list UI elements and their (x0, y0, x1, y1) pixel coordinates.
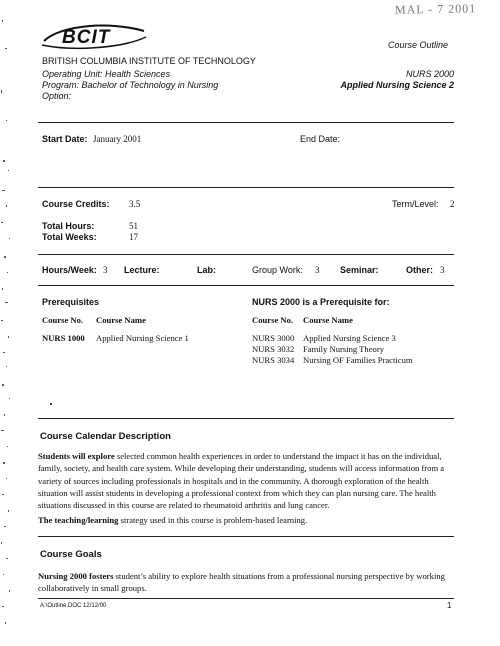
total-hours-label: Total Hours: (42, 221, 95, 231)
group-work-value: 3 (315, 265, 320, 275)
course-no: NURS 3000 (252, 333, 295, 343)
end-date-label: End Date: (300, 134, 341, 144)
goals-title: Course Goals (40, 549, 102, 560)
seminar-label: Seminar: (340, 265, 379, 275)
prereq-col-no: Course No. (42, 315, 84, 325)
divider (38, 122, 454, 123)
prereq-col-name: Course Name (96, 315, 146, 325)
credits-label: Course Credits: (42, 199, 110, 209)
divider (38, 418, 454, 419)
option: Option: (42, 91, 72, 101)
table-row (252, 344, 462, 354)
course-no: NURS 1000 (42, 333, 85, 343)
calendar-title: Course Calendar Description (40, 431, 171, 442)
total-hours-value: 51 (129, 221, 138, 231)
prereq-for-col-name: Course Name (303, 315, 353, 325)
prereq-title: Prerequisites (42, 297, 100, 307)
course-code: NURS 2000 (405, 69, 454, 79)
prereq-for-col-no: Course No. (252, 315, 294, 325)
course-no: NURS 3034 (252, 355, 295, 365)
table-row (252, 333, 462, 343)
course-title: Applied Nursing Science 2 (340, 80, 454, 90)
total-weeks-label: Total Weeks: (42, 232, 97, 242)
teaching-strategy-paragraph: The teaching/learning strategy used in this course is problem-based learning. (38, 515, 308, 525)
hours-week-value: 3 (103, 265, 108, 275)
course-name: Nursing OF Families Practicum (303, 355, 413, 365)
lecture-label: Lecture: (124, 265, 160, 275)
start-date-label: Start Date: (42, 134, 88, 144)
calendar-paragraph: Students will explore selected common health experiences in order to understand the impact it has on the individual, family, society, and health care system. While developing their understanding, students will access information from a variety of sources including professionals in hospitals and in the community. A thorough exploration of the health situation will assist students in developing a professional context from which they can plan nursing care. The health situations discussed in this course are related to rheumatoid arthritis and lung cancer. (38, 451, 445, 511)
bcit-logo (40, 23, 150, 51)
course-name: Applied Nursing Science 3 (303, 333, 396, 343)
received-stamp: MAL - 7 2001 (394, 1, 477, 17)
operating-unit: Operating Unit: Health Sciences (42, 69, 171, 79)
divider (38, 536, 454, 537)
footer-divider (38, 598, 454, 599)
term-value: 2 (450, 199, 455, 209)
credits-value: 3.5 (129, 199, 141, 209)
start-date-value: January 2001 (93, 134, 142, 144)
scan-edge-noise (0, 0, 14, 646)
program: Program: Bachelor of Technology in Nursing (42, 80, 219, 90)
other-value: 3 (440, 265, 445, 275)
institute-name: BRITISH COLUMBIA INSTITUTE OF TECHNOLOGY (42, 56, 256, 66)
divider (38, 254, 454, 255)
divider (38, 187, 454, 188)
footer-file: A:\Outline.DOC 12/12/00 (40, 603, 107, 609)
term-label: Term/Level: (392, 199, 439, 209)
course-name: Family Nursing Theory (303, 344, 384, 354)
table-row (252, 355, 462, 365)
doc-type: Course Outline (388, 40, 449, 50)
total-weeks-value: 17 (129, 232, 138, 242)
prereq-for-title: NURS 2000 is a Prerequisite for: (252, 297, 390, 307)
hours-week-label: Hours/Week: (42, 265, 97, 275)
divider (38, 285, 454, 286)
table-row (42, 333, 242, 343)
stray-dot (50, 403, 52, 405)
lab-label: Lab: (197, 265, 216, 275)
goals-paragraph: Nursing 2000 fosters student’s ability to explore health situations from a professional nursing perspective by working collaboratively in small groups. (38, 571, 445, 594)
group-work-label: Group Work: (252, 265, 303, 275)
logo-text: BCIT (62, 27, 111, 48)
page-number: 1 (447, 601, 452, 610)
course-name: Applied Nursing Science 1 (96, 333, 189, 343)
other-label: Other: (406, 265, 433, 275)
course-no: NURS 3032 (252, 344, 295, 354)
